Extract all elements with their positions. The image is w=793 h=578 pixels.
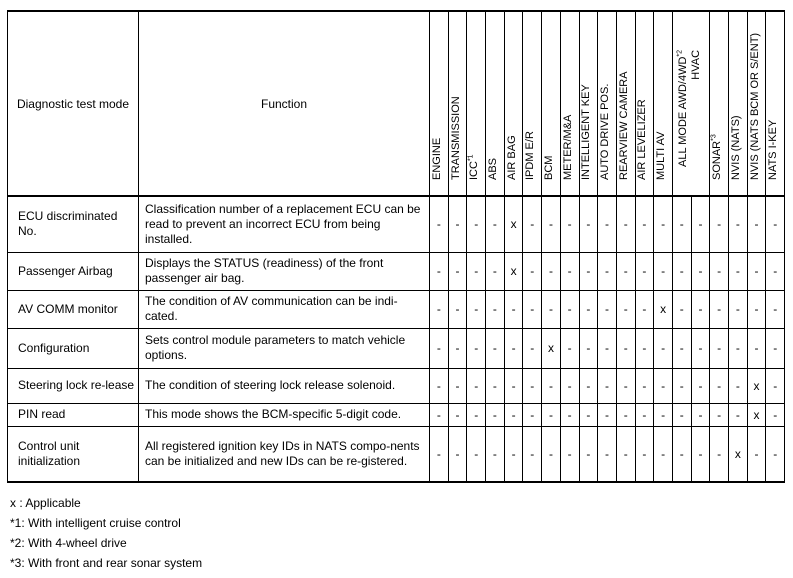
applicability-cell: -: [467, 368, 486, 403]
applicability-cell: -: [560, 426, 579, 482]
row-function: The condition of steering lock release solenoid.: [139, 368, 430, 403]
table-row: [8, 426, 785, 482]
applicability-cell: -: [560, 328, 579, 368]
applicability-cell: -: [710, 290, 729, 328]
applicability-cell: -: [672, 290, 691, 328]
applicability-cell: -: [691, 426, 710, 482]
applicability-cell: -: [729, 252, 748, 290]
applicability-cell: -: [672, 426, 691, 482]
applicability-cell: -: [691, 368, 710, 403]
applicability-cell: -: [766, 403, 785, 426]
applicability-cell: -: [766, 426, 785, 482]
row-mode: Control unit initialization: [8, 426, 139, 482]
applicability-cell: -: [710, 426, 729, 482]
col-meter-ma: METER/M&A: [560, 11, 579, 196]
applicability-cell: -: [710, 368, 729, 403]
applicability-cell: x: [504, 196, 523, 252]
applicability-cell: -: [523, 403, 542, 426]
applicability-cell: -: [710, 403, 729, 426]
applicability-cell: -: [747, 196, 766, 252]
row-mode: ECU discriminated No.: [8, 196, 139, 252]
applicability-cell: -: [729, 328, 748, 368]
col-auto-drive-pos: AUTO DRIVE POS.: [598, 11, 617, 196]
applicability-cell: -: [654, 403, 673, 426]
col-nvis-nats: NVIS (NATS): [729, 11, 748, 196]
applicability-cell: -: [672, 403, 691, 426]
applicability-cell: -: [710, 328, 729, 368]
applicability-cell: -: [486, 368, 505, 403]
applicability-cell: x: [747, 403, 766, 426]
applicability-cell: -: [448, 252, 467, 290]
applicability-cell: x: [747, 368, 766, 403]
col-icc: ICC$^{*1}$: [467, 11, 486, 196]
row-function: Classification number of a replacement ECU can be read to prevent an incorrect ECU from being installed.: [139, 196, 430, 252]
applicability-cell: -: [654, 328, 673, 368]
applicability-cell: -: [710, 252, 729, 290]
applicability-cell: -: [542, 426, 561, 482]
col-transmission: TRANSMISSION: [448, 11, 467, 196]
note-1: *1: With intelligent cruise control: [10, 516, 181, 530]
col-intelligent-key: INTELLIGENT KEY: [579, 11, 598, 196]
applicability-cell: -: [448, 196, 467, 252]
applicability-cell: -: [654, 196, 673, 252]
col-multi-av: MULTI AV: [654, 11, 673, 196]
row-mode: AV COMM monitor: [8, 290, 139, 328]
row-mode: Passenger Airbag: [8, 252, 139, 290]
applicability-cell: -: [542, 290, 561, 328]
applicability-cell: -: [635, 328, 654, 368]
applicability-cell: x: [729, 426, 748, 482]
applicability-cell: -: [654, 368, 673, 403]
applicability-cell: -: [616, 252, 635, 290]
applicability-cell: -: [467, 290, 486, 328]
applicability-cell: -: [672, 252, 691, 290]
col-ipdm-er: IPDM E/R: [523, 11, 542, 196]
applicability-cell: x: [504, 252, 523, 290]
applicability-cell: -: [654, 252, 673, 290]
applicability-cell: -: [430, 196, 449, 252]
applicability-cell: -: [598, 196, 617, 252]
applicability-cell: -: [430, 328, 449, 368]
applicability-cell: -: [486, 290, 505, 328]
col-all-mode-awd-hvac: ALL MODE AWD/4WD$^{*2}$ HVAC: [672, 11, 709, 196]
col-sonar: SONAR$^{*3}$: [710, 11, 729, 196]
applicability-cell: -: [523, 328, 542, 368]
applicability-cell: -: [523, 290, 542, 328]
applicability-cell: -: [542, 196, 561, 252]
applicability-cell: -: [598, 368, 617, 403]
applicability-cell: -: [504, 328, 523, 368]
applicability-cell: -: [635, 252, 654, 290]
applicability-cell: -: [467, 426, 486, 482]
applicability-cell: -: [523, 368, 542, 403]
applicability-cell: -: [448, 290, 467, 328]
applicability-cell: -: [579, 368, 598, 403]
col-nvis-nats-bcm: NVIS (NATS BCM OR S/ENT): [747, 11, 766, 196]
row-function: Displays the STATUS (readiness) of the front passenger air bag.: [139, 252, 430, 290]
applicability-cell: x: [654, 290, 673, 328]
applicability-cell: -: [504, 368, 523, 403]
applicability-cell: -: [523, 196, 542, 252]
col-nats-i-key: NATS I-KEY: [766, 11, 785, 196]
applicability-cell: -: [616, 196, 635, 252]
applicability-cell: -: [635, 196, 654, 252]
applicability-cell: -: [729, 368, 748, 403]
applicability-cell: -: [691, 196, 710, 252]
footnotes: [10, 493, 202, 573]
applicability-cell: -: [560, 403, 579, 426]
note-applicable: x : Applicable: [10, 496, 81, 510]
applicability-cell: -: [616, 290, 635, 328]
applicability-cell: -: [766, 368, 785, 403]
applicability-cell: -: [560, 252, 579, 290]
applicability-cell: -: [766, 290, 785, 328]
applicability-cell: -: [729, 196, 748, 252]
row-mode: Configuration: [8, 328, 139, 368]
applicability-cell: -: [542, 368, 561, 403]
table-row: [8, 252, 785, 290]
applicability-cell: -: [542, 403, 561, 426]
col-air-levelizer: AIR LEVELIZER: [635, 11, 654, 196]
applicability-cell: -: [616, 426, 635, 482]
col-abs: ABS: [486, 11, 505, 196]
applicability-cell: -: [729, 290, 748, 328]
row-mode: PIN read: [8, 403, 139, 426]
row-function: Sets control module parameters to match vehicle options.: [139, 328, 430, 368]
header-row: [8, 11, 785, 196]
applicability-cell: -: [747, 328, 766, 368]
applicability-cell: -: [523, 252, 542, 290]
table-row: [8, 328, 785, 368]
applicability-cell: -: [654, 426, 673, 482]
table-row: [8, 368, 785, 403]
applicability-cell: -: [448, 403, 467, 426]
table-row: [8, 290, 785, 328]
col-engine: ENGINE: [430, 11, 449, 196]
col-air-bag: AIR BAG: [504, 11, 523, 196]
applicability-cell: -: [486, 426, 505, 482]
applicability-cell: -: [598, 290, 617, 328]
row-function: All registered ignition key IDs in NATS compo-nents can be initialized and new IDs can be re-gistered.: [139, 426, 430, 482]
col-bcm: BCM: [542, 11, 561, 196]
row-mode: Steering lock re-lease: [8, 368, 139, 403]
applicability-cell: -: [710, 196, 729, 252]
applicability-cell: -: [579, 328, 598, 368]
applicability-cell: -: [598, 328, 617, 368]
applicability-cell: -: [430, 426, 449, 482]
applicability-cell: -: [691, 252, 710, 290]
applicability-cell: -: [598, 252, 617, 290]
applicability-cell: -: [467, 403, 486, 426]
applicability-cell: -: [486, 252, 505, 290]
applicability-cell: -: [672, 196, 691, 252]
applicability-cell: -: [635, 403, 654, 426]
applicability-cell: -: [747, 252, 766, 290]
applicability-cell: -: [691, 290, 710, 328]
applicability-cell: -: [579, 290, 598, 328]
applicability-cell: -: [504, 290, 523, 328]
applicability-cell: -: [579, 252, 598, 290]
diagnostic-mode-table: [7, 10, 785, 483]
applicability-cell: -: [560, 368, 579, 403]
col-rearview-camera: REARVIEW CAMERA: [616, 11, 635, 196]
applicability-cell: -: [672, 368, 691, 403]
applicability-cell: -: [729, 403, 748, 426]
applicability-cell: -: [486, 403, 505, 426]
applicability-cell: -: [560, 290, 579, 328]
header-mode: Diagnostic test mode: [8, 11, 139, 196]
applicability-cell: -: [430, 290, 449, 328]
applicability-cell: -: [504, 403, 523, 426]
applicability-cell: -: [579, 426, 598, 482]
applicability-cell: -: [467, 252, 486, 290]
table-row: [8, 403, 785, 426]
applicability-cell: -: [635, 290, 654, 328]
applicability-cell: -: [579, 196, 598, 252]
applicability-cell: -: [448, 368, 467, 403]
applicability-cell: -: [766, 328, 785, 368]
applicability-cell: -: [747, 426, 766, 482]
applicability-cell: -: [616, 368, 635, 403]
applicability-cell: -: [579, 403, 598, 426]
applicability-cell: -: [430, 403, 449, 426]
applicability-cell: x: [542, 328, 561, 368]
applicability-cell: -: [430, 368, 449, 403]
applicability-cell: -: [523, 426, 542, 482]
applicability-cell: -: [672, 328, 691, 368]
applicability-cell: -: [691, 403, 710, 426]
applicability-cell: -: [766, 252, 785, 290]
applicability-cell: -: [542, 252, 561, 290]
applicability-cell: -: [448, 328, 467, 368]
applicability-cell: -: [486, 328, 505, 368]
applicability-cell: -: [635, 426, 654, 482]
applicability-cell: -: [691, 328, 710, 368]
header-function: Function: [139, 11, 430, 196]
table-row: [8, 196, 785, 252]
applicability-cell: -: [430, 252, 449, 290]
applicability-cell: -: [635, 368, 654, 403]
applicability-cell: -: [467, 328, 486, 368]
applicability-cell: -: [598, 426, 617, 482]
row-function: The condition of AV communication can be indi-cated.: [139, 290, 430, 328]
applicability-cell: -: [448, 426, 467, 482]
applicability-cell: -: [467, 196, 486, 252]
applicability-cell: -: [598, 403, 617, 426]
row-function: This mode shows the BCM-specific 5-digit code.: [139, 403, 430, 426]
applicability-cell: -: [504, 426, 523, 482]
note-2: *2: With 4-wheel drive: [10, 536, 127, 550]
applicability-cell: -: [616, 403, 635, 426]
applicability-cell: -: [766, 196, 785, 252]
note-3: *3: With front and rear sonar system: [10, 556, 203, 570]
applicability-cell: -: [486, 196, 505, 252]
applicability-cell: -: [560, 196, 579, 252]
applicability-cell: -: [747, 290, 766, 328]
applicability-cell: -: [616, 328, 635, 368]
